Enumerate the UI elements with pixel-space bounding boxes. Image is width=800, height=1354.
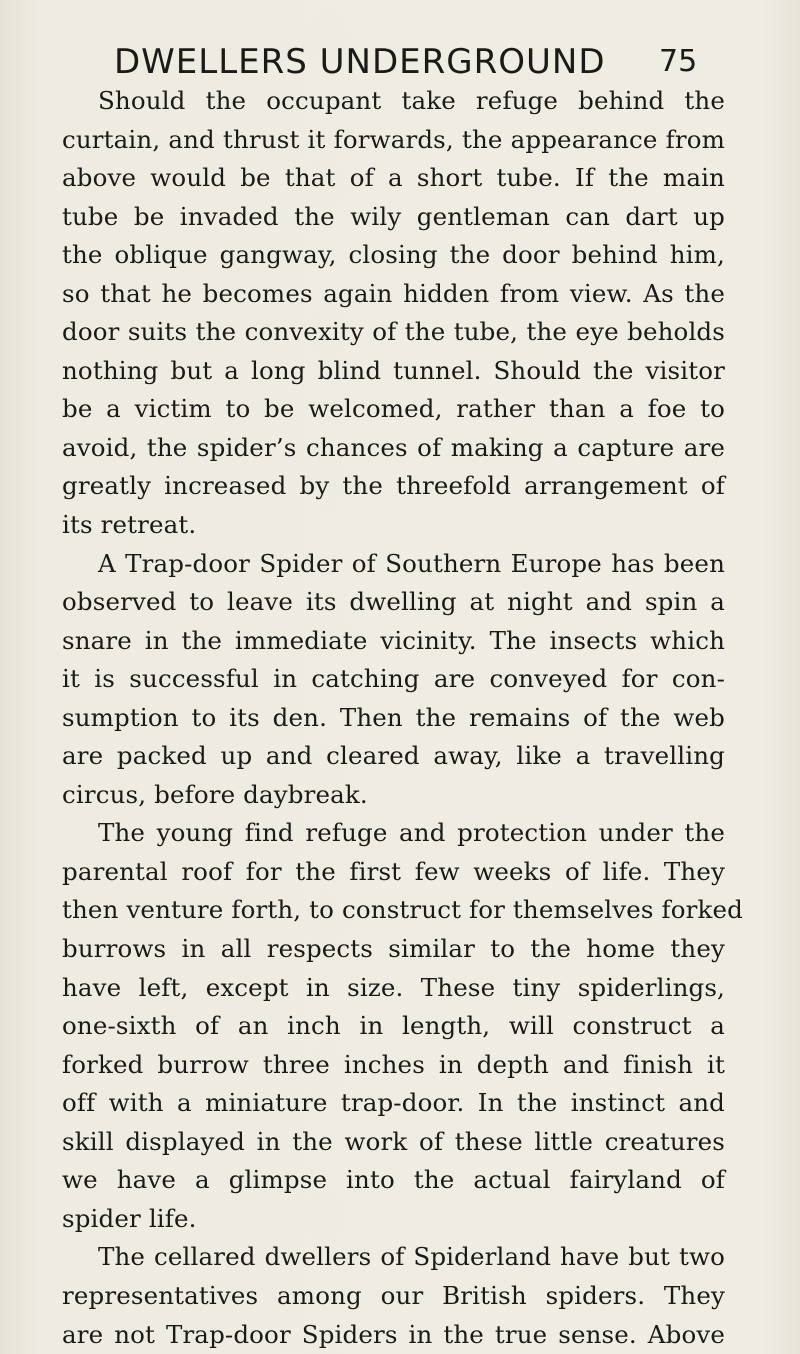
text-line: above would be that of a short tube. If the main (62, 159, 725, 198)
text-line: then venture forth, to construct for themselves forked (62, 891, 725, 930)
page-number: 75 (659, 36, 697, 88)
text-line: The cellared dwellers of Spiderland have but two (62, 1238, 725, 1277)
text-line: are not Trap-door Spiders in the true sense. Above (62, 1316, 725, 1354)
running-title: DWELLERS UNDERGROUND (114, 36, 606, 88)
text-line: off with a miniature trap-door. In the instinct and (62, 1084, 725, 1123)
text-line: circus, before daybreak. (62, 776, 725, 815)
text-line: it is successful in catching are conveyed for con- (62, 660, 725, 699)
text-line: skill displayed in the work of these little creatures (62, 1123, 725, 1162)
text-line: the oblique gangway, closing the door behind him, (62, 236, 725, 275)
text-line: nothing but a long blind tunnel. Should the visitor (62, 352, 725, 391)
running-head (62, 36, 774, 88)
text-line: A Trap-door Spider of Southern Europe has been (62, 545, 725, 584)
text-line: spider life. (62, 1200, 725, 1239)
text-line: tube be invaded the wily gentleman can dart up (62, 198, 725, 237)
text-line: are packed up and cleared away, like a travelling (62, 737, 725, 776)
text-line: door suits the convexity of the tube, the eye beholds (62, 313, 725, 352)
text-line: greatly increased by the threefold arrangement of (62, 467, 725, 506)
text-line: sumption to its den. Then the remains of the web (62, 699, 725, 738)
text-line: The young find refuge and protection under the (62, 814, 725, 853)
body-text (62, 82, 725, 1354)
text-line: have left, except in size. These tiny spiderlings, (62, 969, 725, 1008)
text-line: forked burrow three inches in depth and finish it (62, 1046, 725, 1085)
text-line: avoid, the spider’s chances of making a capture are (62, 429, 725, 468)
text-line: burrows in all respects similar to the home they (62, 930, 725, 969)
text-line: its retreat. (62, 506, 725, 545)
text-line: parental roof for the first few weeks of life. They (62, 853, 725, 892)
text-line: curtain, and thrust it forwards, the appearance from (62, 121, 725, 160)
text-line: representatives among our British spiders. They (62, 1277, 725, 1316)
text-line: snare in the immediate vicinity. The insects which (62, 622, 725, 661)
text-line: be a victim to be welcomed, rather than a foe to (62, 390, 725, 429)
text-line: one-sixth of an inch in length, will construct a (62, 1007, 725, 1046)
text-line: we have a glimpse into the actual fairyland of (62, 1161, 725, 1200)
text-line: observed to leave its dwelling at night and spin a (62, 583, 725, 622)
text-line: Should the occupant take refuge behind the (62, 82, 725, 121)
text-line: so that he becomes again hidden from view. As the (62, 275, 725, 314)
